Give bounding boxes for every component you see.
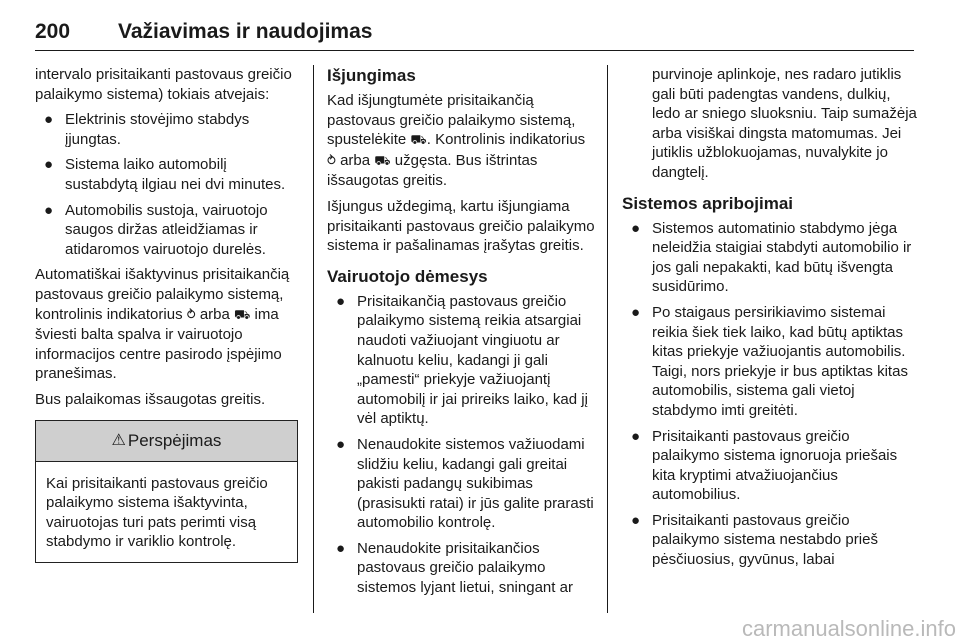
list-item: ● Prisitaikančią pastovaus greičio palaikymo sistemą reikia atsargiai naudoti važiuojant vingiuotu ar kalnuotu keliu, kadangi ji gali „pamesti“ priekyje važiuojantį automobilį ir jai prireiks laiko, kad jį vėl aptiktų. [336,292,588,428]
paragraph: Bus palaikomas išsaugotas greitis. [35,390,266,408]
paragraph: purvinoje aplinkoje, nes radaro jutiklis gali būti padengtas vandens, dulkių, ledo ar sniego sluoksniu. Taip sumažėja arba visiškai dingsta matomumas. Jei jutiklis užblokuojamas, nuvalykite jo dangtelį. [652,66,917,181]
bullet-icon: ● [336,539,346,557]
list-item: ● Po staigaus persirikiavimo sistemai reikia šiek tiek laiko, kad būtų aptiktas kitas priekyje važiuojantis automobilis. Taigi, nors priekyje ir bus aptiktas kitas automobilis, sistema gali vietoj stabdymo imti greitėti. [631,303,908,419]
list-item: ● Sistemos automatinio stabdymo jėga neleidžia staigiai stabdyti automobilio ir jos gali nepakakti, kad būtų išvengta susidūrimo. [631,219,912,296]
bullet-icon: ● [631,219,641,237]
bullet-icon: ● [44,201,54,219]
bullet-icon: ● [631,303,641,321]
adaptive-cruise-icon: ⛟ [374,153,391,169]
paragraph: intervalo prisitaikanti pastovaus greičio palaikymo sistema) tokiais atvejais: [35,66,292,103]
warning-box [35,420,298,563]
list-item: ● Nenaudokite prisitaikančios pastovaus greičio palaikymo sistemos lyjant lietui, sningant ar [336,539,573,597]
section-heading: Išjungimas [327,66,416,85]
page-header [35,14,915,48]
chapter-title: Važiavimas ir naudojimas [118,20,373,43]
paragraph: Išjungus uždegimą, kartu išjungiama prisitaikanti pastovaus greičio palaikymo sistema ir pašalinamas įrašytas greitis. [327,197,595,255]
section-heading: Vairuotojo dėmesys [327,266,488,286]
adaptive-cruise-icon: ⛟ [234,307,251,323]
bullet-list [327,292,597,598]
bullet-icon: ● [336,292,346,310]
bullet-icon: ● [631,511,641,529]
warning-triangle-icon: ⚠ [111,431,126,449]
list-item: ● Prisitaikanti pastovaus greičio palaikymo sistema ignoruoja priešais kita kryptimi atvažiuojančius automobilius. [631,427,898,504]
bullet-icon: ● [44,156,54,174]
column-divider-2 [607,65,608,613]
list-item: ● Nenaudokite sistemos važiuodami slidžiu keliu, kadangi gali greitai pakisti padangų sukibimas (prasisukti ratai) ir jūs galite prarasti automobilio kontrolę. [336,435,594,532]
adaptive-cruise-icon: ⛟ [410,133,427,149]
bullet-list [35,110,300,259]
warning-title: Perspėjimas [127,430,222,450]
bullet-icon: ● [44,111,54,129]
column-1 [35,65,300,563]
column-2 [327,65,597,604]
header-rule [35,50,914,51]
watermark: carmanualsonline.info [741,616,956,641]
section-heading: Sistemos apribojimai [622,193,793,213]
column-divider-1 [313,65,314,613]
page-number: 200 [35,20,71,43]
column-3 [622,65,918,576]
list-item: ● Prisitaikanti pastovaus greičio palaikymo sistema nestabdo prieš pėsčiuosius, gyvūnus, labai [631,511,878,569]
warning-header [36,421,297,462]
bullet-list [622,219,918,570]
list-item: ● Elektrinis stovėjimo stabdys įjungtas. [44,111,250,148]
bullet-icon: ● [631,427,641,445]
paragraph: Automatiškai išaktyvinus prisitaikančią pastovaus greičio palaikymo sistemą, kontrolinis indikatorius ⥁ arba ⛟ ima šviesti balta spalva ir vairuotojo informacijos centre pasirodo įspėjimo pranešimas. [35,266,290,383]
cruise-control-icon: ⥁ [327,153,336,169]
cruise-control-icon: ⥁ [186,307,196,323]
warning-body: Kai prisitaikanti pastovaus greičio palaikymo sistema išaktyvinta, vairuotojas turi pats perimti visą stabdymo ir variklio kontrolę. [46,474,268,551]
bullet-icon: ● [336,435,346,453]
list-item: ● Sistema laiko automobilį sustabdytą ilgiau nei dvi minutes. [44,156,286,193]
list-item: ● Automobilis sustoja, vairuotojo saugos diržas atleidžiamas ir atidaromos vairuotojo durelės. [44,201,268,258]
paragraph: Kad išjungtumėte prisitaikančią pastovaus greičio palaikymo sistemą, spustelėkite ⛟. Kontrolinis indikatorius ⥁ arba ⛟ užgęsta. Bus ištrintas išsaugotas greitis. [327,92,586,190]
